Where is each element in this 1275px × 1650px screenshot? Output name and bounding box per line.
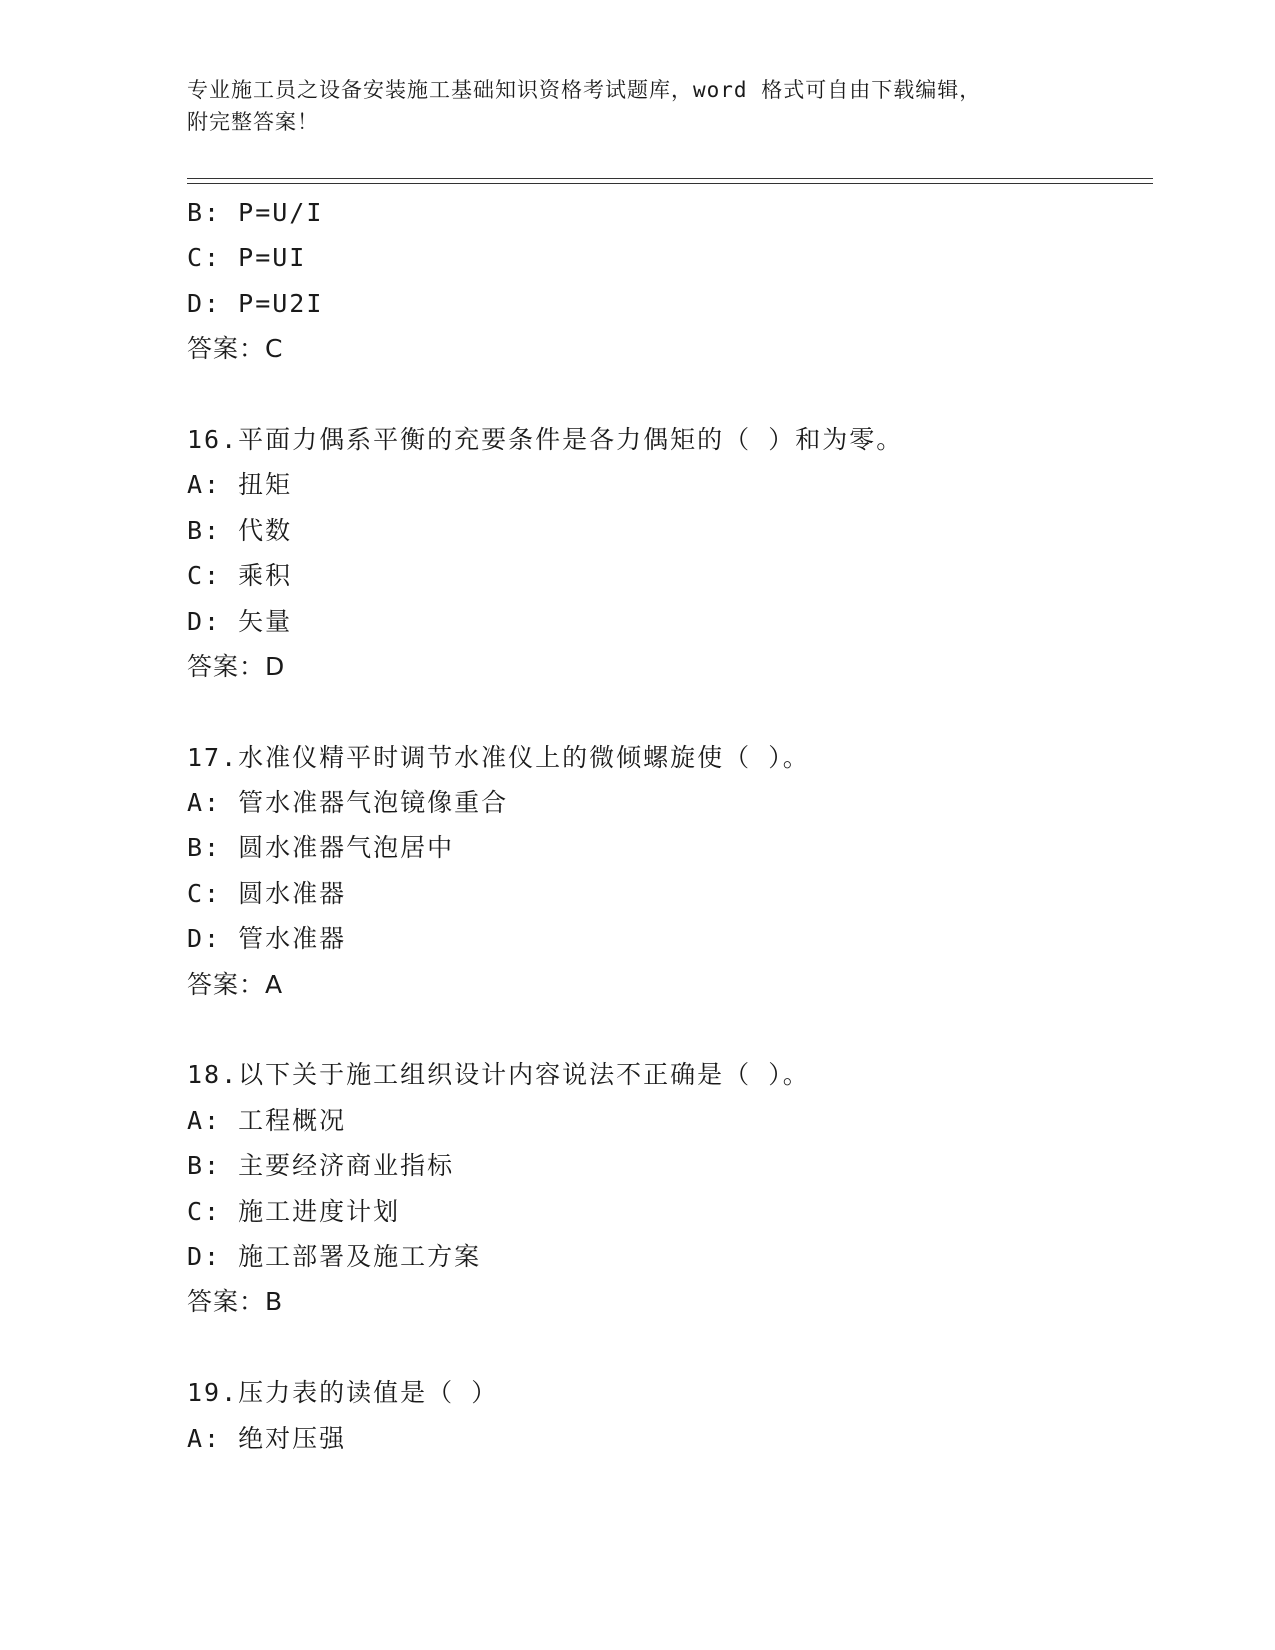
option-c: C: 乘积 xyxy=(187,561,293,591)
option-d: D: P=U2I xyxy=(187,288,324,318)
header-divider-top xyxy=(187,178,1153,179)
option-d: D: 施工部署及施工方案 xyxy=(187,1241,482,1271)
option-c: C: P=UI xyxy=(187,243,307,273)
question-block-17 xyxy=(187,735,1147,1007)
answer-line: 答案：A xyxy=(187,969,284,999)
question-block-16 xyxy=(187,417,1147,689)
answer-line: 答案：D xyxy=(187,651,286,681)
question-block-19 xyxy=(187,1370,1147,1461)
spacer xyxy=(187,1007,1147,1052)
spacer xyxy=(187,1325,1147,1370)
option-d: D: 矢量 xyxy=(187,606,293,636)
option-a: A: 扭矩 xyxy=(187,470,293,500)
question-list xyxy=(187,190,1147,1461)
header-divider-bottom xyxy=(187,183,1153,184)
option-b: B: 代数 xyxy=(187,515,293,545)
option-a: A: 管水准器气泡镜像重合 xyxy=(187,788,509,818)
question-stem: 17.水准仪精平时调节水准仪上的微倾螺旋使（ ）。 xyxy=(187,742,810,772)
answer-line: 答案：B xyxy=(187,1287,284,1317)
spacer xyxy=(187,372,1147,417)
question-stem: 18.以下关于施工组织设计内容说法不正确是（ ）。 xyxy=(187,1060,810,1090)
question-stem: 16.平面力偶系平衡的充要条件是各力偶矩的（ ）和为零。 xyxy=(187,424,904,454)
option-a: A: 工程概况 xyxy=(187,1105,347,1135)
header-line-2: 附完整答案！ xyxy=(187,110,319,134)
question-stem: 19.压力表的读值是（ ） xyxy=(187,1378,499,1408)
question-block-18 xyxy=(187,1052,1147,1324)
option-b: B: 圆水准器气泡居中 xyxy=(187,833,455,863)
option-d: D: 管水准器 xyxy=(187,924,347,954)
option-c: C: 圆水准器 xyxy=(187,878,347,908)
option-c: C: 施工进度计划 xyxy=(187,1196,401,1226)
option-a: A: 绝对压强 xyxy=(187,1423,347,1453)
option-b: B: P=U/I xyxy=(187,198,324,227)
spacer xyxy=(187,689,1147,734)
header-line-1: 专业施工员之设备安装施工基础知识资格考试题库，word 格式可自由下载编辑， xyxy=(187,78,982,102)
option-b: B: 主要经济商业指标 xyxy=(187,1151,455,1181)
document-header xyxy=(187,74,1067,138)
question-block-15 xyxy=(187,190,1147,372)
answer-line: 答案：C xyxy=(187,334,284,364)
